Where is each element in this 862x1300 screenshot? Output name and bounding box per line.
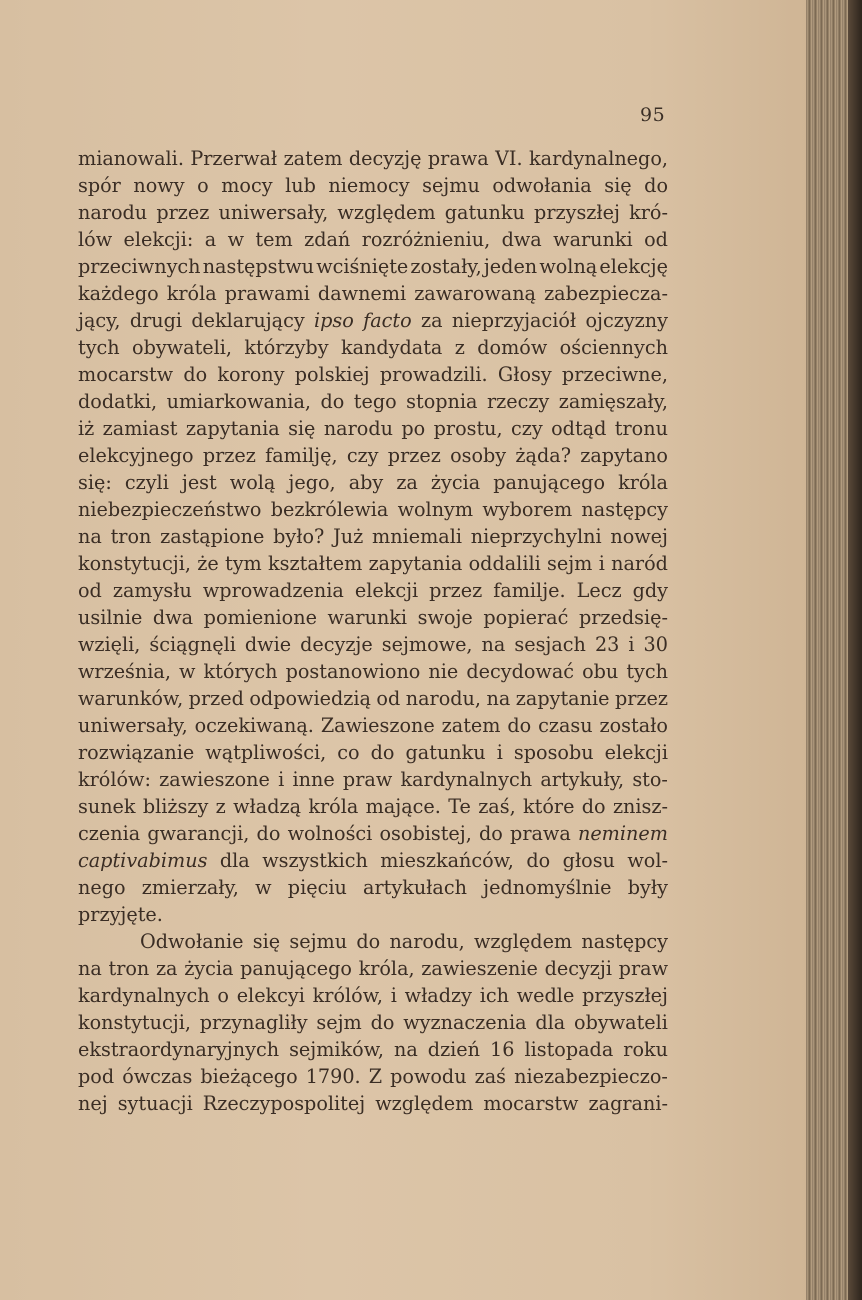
text-line: września, w których postanowiono nie decydować obu tych bbox=[78, 660, 668, 683]
text-line: tych obywateli, którzyby kandydata z domów ościennych bbox=[78, 336, 668, 359]
text-line: na tron zastąpione było? Już mniemali nieprzychylni nowej bbox=[78, 525, 668, 548]
book-cover-edge bbox=[848, 0, 862, 1300]
text-line: jący, drugi deklarujący ipso facto za nieprzyjaciół ojczyzny bbox=[78, 309, 668, 332]
text-line: iż zamiast zapytania się narodu po prostu, czy odtąd tronu bbox=[78, 417, 668, 440]
text-line: przeciwnych następstwu wciśnięte zostały, jeden wolną elekcję bbox=[78, 255, 668, 278]
text-line: konstytucji, przynagliły sejm do wyznaczenia dla obywateli bbox=[78, 1011, 668, 1034]
text-line: każdego króla prawami dawnemi zawarowaną zabezpiecza- bbox=[78, 282, 668, 305]
text-line: lów elekcji: a w tem zdań rozróżnieniu, dwa warunki od bbox=[78, 228, 668, 251]
text-line: czenia gwarancji, do wolności osobistej, do prawa neminem bbox=[78, 822, 668, 845]
text-line: spór nowy o mocy lub niemocy sejmu odwołania się do bbox=[78, 174, 668, 197]
text-line: Odwołanie się sejmu do narodu, względem następcy bbox=[140, 930, 668, 953]
body-text bbox=[78, 145, 668, 1117]
text-line: się: czyli jest wolą jego, aby za życia panującego króla bbox=[78, 471, 668, 494]
text-line: nego zmierzały, w pięciu artykułach jednomyślnie były bbox=[78, 876, 668, 899]
text-line: mianowali. Przerwał zatem decyzję prawa VI. kardynalnego, bbox=[78, 147, 668, 170]
text-line: od zamysłu wprowadzenia elekcji przez familje. Lecz gdy bbox=[78, 579, 668, 602]
text-line: niebezpieczeństwo bezkrólewia wolnym wyborem następcy bbox=[78, 498, 668, 521]
text-line: kardynalnych o elekcyi królów, i władzy ich wedle przyszłej bbox=[78, 984, 668, 1007]
text-line: nej sytuacji Rzeczypospolitej względem mocarstw zagrani- bbox=[78, 1092, 668, 1115]
text-line: rozwiązanie wątpliwości, co do gatunku i sposobu elekcji bbox=[78, 741, 668, 764]
page-number: 95 bbox=[640, 104, 666, 126]
text-line: królów: zawieszone i inne praw kardynalnych artykuły, sto- bbox=[78, 768, 668, 791]
text-line: narodu przez uniwersały, względem gatunku przyszłej kró- bbox=[78, 201, 668, 224]
text-line: dodatki, umiarkowania, do tego stopnia rzeczy zamięszały, bbox=[78, 390, 668, 413]
text-line: usilnie dwa pomienione warunki swoje popierać przedsię- bbox=[78, 606, 668, 629]
text-line: uniwersały, oczekiwaną. Zawieszone zatem do czasu zostało bbox=[78, 714, 668, 737]
text-line: captivabimus dla wszystkich mieszkańców, do głosu wol- bbox=[78, 849, 668, 872]
text-line: warunków, przed odpowiedzią od narodu, na zapytanie przez bbox=[78, 687, 668, 710]
text-line: konstytucji, że tym kształtem zapytania oddalili sejm i naród bbox=[78, 552, 668, 575]
text-line: pod ówczas bieżącego 1790. Z powodu zaś niezabezpieczo- bbox=[78, 1065, 668, 1088]
text-line: na tron za życia panującego króla, zawieszenie decyzji praw bbox=[78, 957, 668, 980]
text-line: ekstraordynaryjnych sejmików, na dzień 16 listopada roku bbox=[78, 1038, 668, 1061]
text-line: elekcyjnego przez familję, czy przez osoby żąda? zapytano bbox=[78, 444, 668, 467]
text-line: sunek bliższy z władzą króla mające. Te zaś, które do znisz- bbox=[78, 795, 668, 818]
text-line: mocarstw do korony polskiej prowadzili. Głosy przeciwne, bbox=[78, 363, 668, 386]
text-line: przyjęte. bbox=[78, 903, 163, 926]
text-line: wzięli, ściągnęli dwie decyzje sejmowe, na sesjach 23 i 30 bbox=[78, 633, 668, 656]
